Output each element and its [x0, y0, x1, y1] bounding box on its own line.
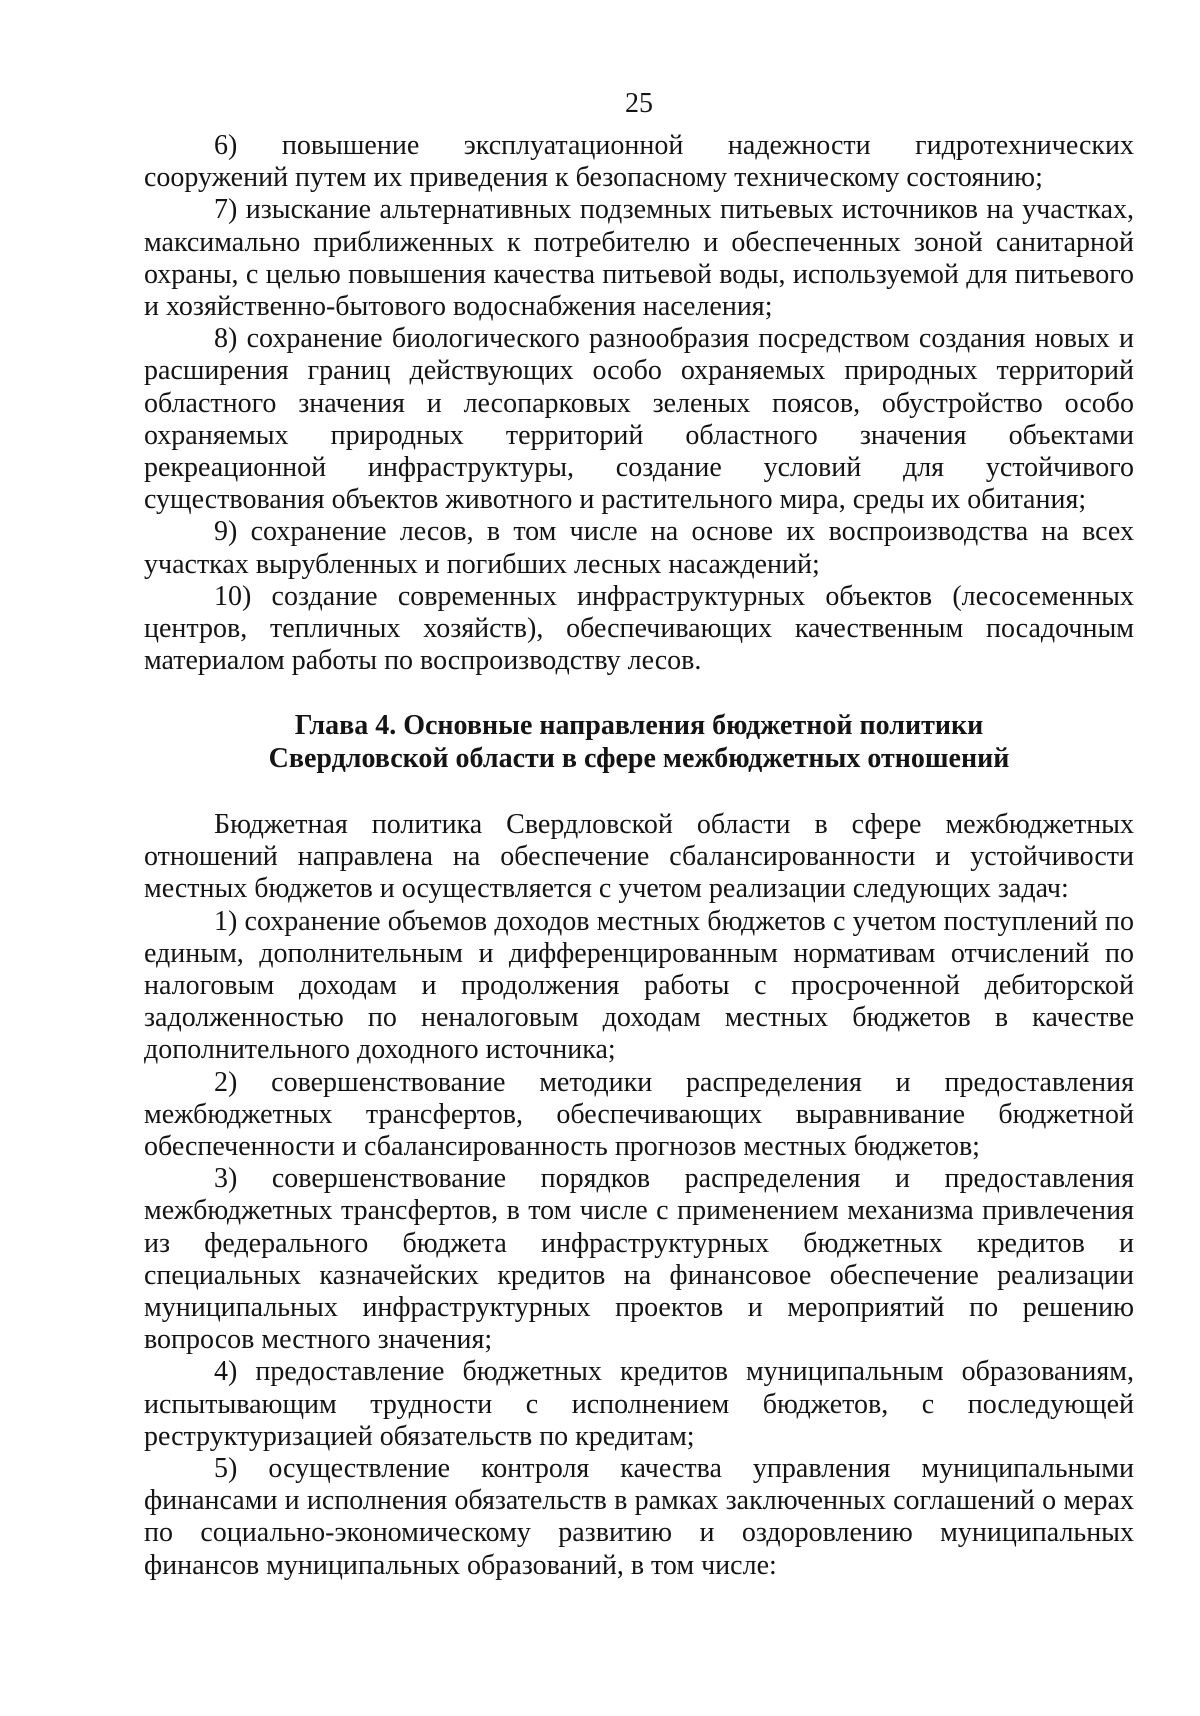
intro-paragraph: Бюджетная политика Свердловской области в сфере межбюджетных отношений направлена на обеспечение сбалансированности и устойчивости местных бюджетов и осуществляется с учетом реализации следующих задач:: [144, 809, 1134, 905]
list-item-6: 6) повышение эксплуатационной надежности гидротехнических сооружений путем их приведения к безопасному техническому состоянию;: [144, 130, 1134, 194]
list-item-9: 9) сохранение лесов, в том числе на основе их воспроизводства на всех участках вырубленных и погибших лесных насаждений;: [144, 516, 1134, 580]
chapter-item-4: 4) предоставление бюджетных кредитов муниципальным образованиям, испытывающим трудности с исполнением бюджетов, с последующей реструктуризацией обязательств по кредитам;: [144, 1356, 1134, 1452]
top-list: [144, 130, 1134, 677]
chapter-heading-line-1: Глава 4. Основные направления бюджетной политики: [294, 710, 984, 741]
chapter-item-3: 3) совершенствование порядков распределения и предоставления межбюджетных трансфертов, в том числе с применением механизма привлечения из федерального бюджета инфраструктурных бюджетных кредитов и специальных казначейских кредитов на финансовое обеспечение реализации муниципальных инфраструктурных проектов и мероприятий по решению вопросов местного значения;: [144, 1163, 1134, 1356]
chapter-heading-line-2: Свердловской области в сфере межбюджетных отношений: [268, 743, 1010, 774]
list-item-10: 10) создание современных инфраструктурных объектов (лесосеменных центров, тепличных хозяйств), обеспечивающих качественным посадочным материалом работы по воспроизводству лесов.: [144, 580, 1134, 677]
chapter-heading: [144, 709, 1134, 775]
page-number: 25: [625, 88, 653, 119]
chapter-body: [144, 809, 1134, 1582]
chapter-item-1: 1) сохранение объемов доходов местных бюджетов с учетом поступлений по единым, дополнительным и дифференцированным нормативам отчислений по налоговым доходам и продолжения работы с просроченной дебиторской задолженностью по неналоговым доходам местных бюджетов в качестве дополнительного доходного источника;: [144, 905, 1134, 1066]
list-item-8: 8) сохранение биологического разнообразия посредством создания новых и расширения границ действующих особо охраняемых природных территорий областного значения и лесопарковых зеленых поясов, обустройство особо охраняемых природных территорий областного значения объектами рекреационной инфраструктуры, создание условий для устойчивого существования объектов животного и растительного мира, среды их обитания;: [144, 323, 1134, 516]
list-item-7: 7) изыскание альтернативных подземных питьевых источников на участках, максимально приближенных к потребителю и обеспеченных зоной санитарной охраны, с целью повышения качества питьевой воды, используемой для питьевого и хозяйственно-бытового водоснабжения населения;: [144, 194, 1134, 323]
chapter-item-5: 5) осуществление контроля качества управления муниципальными финансами и исполнения обязательств в рамках заключенных соглашений о мерах по социально-экономическому развитию и оздоровлению муниципальных финансов муниципальных образований, в том числе:: [144, 1453, 1134, 1581]
chapter-item-2: 2) совершенствование методики распределения и предоставления межбюджетных трансфертов, обеспечивающих выравнивание бюджетной обеспеченности и сбалансированность прогнозов местных бюджетов;: [144, 1066, 1134, 1163]
